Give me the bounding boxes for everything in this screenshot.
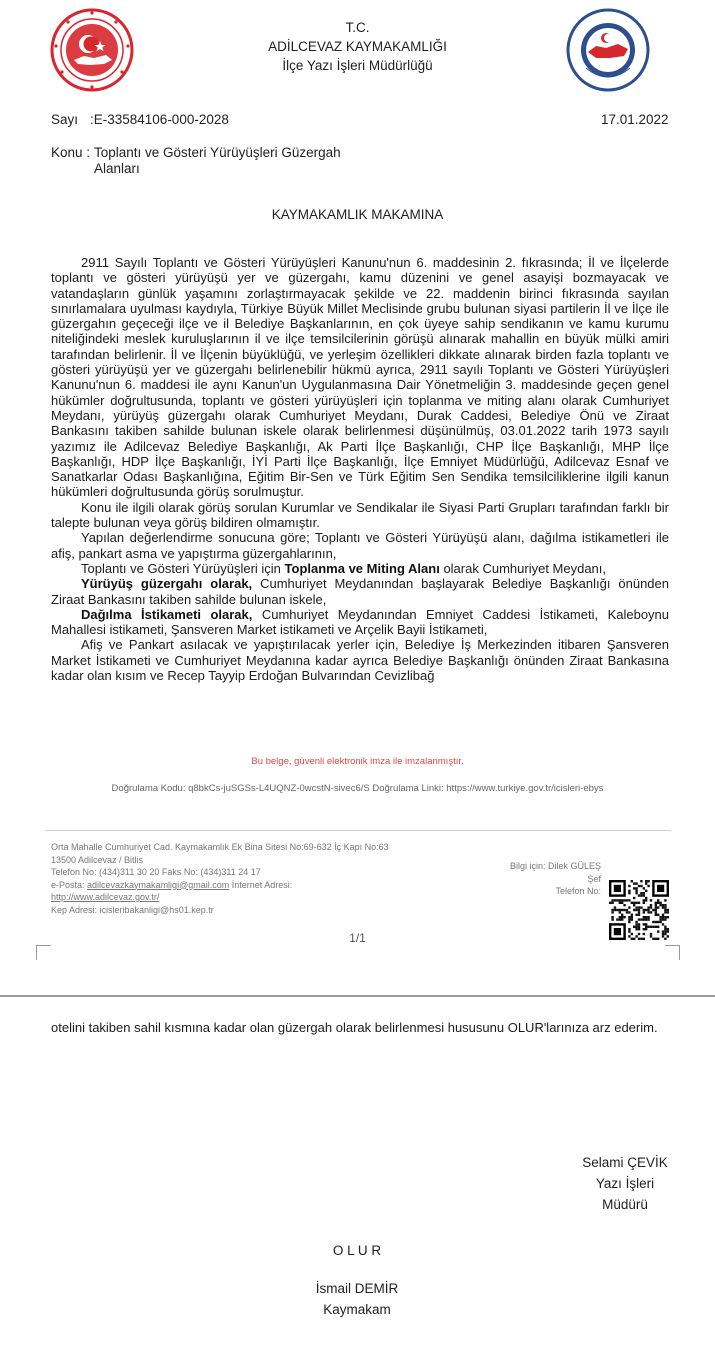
header-institution: ADİLCEVAZ KAYMAKAMLIĞI: [268, 39, 447, 54]
signer-title-2: Müdürü: [602, 1197, 648, 1212]
p4-pre: Toplantı ve Gösteri Yürüyüşleri için: [81, 560, 285, 576]
footer-email-link[interactable]: adilcevazkaymakamligi@gmail.com: [87, 879, 230, 890]
paragraph-6: [51, 607, 669, 638]
signer-title-1: Yazı İşleri: [595, 1176, 655, 1191]
paragraph-7: Afiş ve Pankart asılacak ve yapıştırılacak yerler için, Belediye İş Merkezinden itibaren Şansveren Market İstikameti ve Cumhuriyet Meydanına kadar ayrıca Belediye Başkanlığı önünden Ziraat Bankasına kadar olan kısım ve Recep Tayyip Erdoğan Bulvarından Cevizlibağ: [51, 637, 669, 684]
konu-line-1: Toplantı ve Gösteri Yürüyüşleri Güzergah: [94, 145, 341, 160]
p5-post: Cumhuriyet Meydanından başlayarak Belediye Başkanlığı önünden Ziraat Bankasını takiben sahilde bulunan iskele,: [51, 576, 669, 607]
letter-body-continued: [51, 1019, 669, 1036]
p5-bold: Yürüyüş güzergahı olarak,: [81, 576, 253, 592]
p6-post: Cumhuriyet Meydanından Emniyet Caddesi İstikameti, Kaleboynu Mahallesi istikameti, Şansveren Market istikameti ve Arçelik Bayii İstikameti,: [51, 606, 670, 638]
footer-separator: [45, 830, 671, 831]
footer-address-2: 13500 Adilcevaz / Bitlis: [51, 854, 144, 865]
konu-line-2: Alanları: [94, 161, 140, 176]
paragraph-1: 2911 Sayılı Toplantı ve Gösteri Yürüyüşleri Kanunu'nun 6. maddesinin 2. fıkrasında; İl ve İlçelerde toplantı ve gösteri yürüyüşü yer ve güzergahı, kamu düzenini ve genel asayişi bozmayacak ve vatandaşların günlük yaşamını zorlaştırmayacak şekilde ve 22. maddenin birinci fıkrasında sayılan sınırlamalara uyulması kaydıyla, Türkiye Büyük Millet Meclisinde grubu bulunan siyasi partilerin İl ve İlçe ile güzergahın geçeceği ilçe ve il Belediye Başkanlarının, en çok üyeye sahip sendikanın ve kamu kurumu niteliğindeki meslek kuruluşlarının il ve ilçe temsilcilerinin görüşü alınarak mahallin en büyük mülki amiri tarafından belirlenir. İl ve İlçenin büyüklüğü, ve yerleşim özellikleri dikkate alınarak birden fazla toplantı ve gösteri yürüyüşü yer ve güzergahı belirlenebilir hükmü ayrıca, 2911 sayılı Toplantı ve Gösteri Yürüyüşleri Kanunu'nun 6. maddesi ile aynı Kanun'un Uygulanmasına Dair Yönetmeliğin 3. maddesinde geçen genel hükümler doğrultusunda, toplantı ve gösteri yürüyüşleri için toplanma ve miting alanı olarak Cumhuriyet Meydanı, yürüyüş güzergahı olarak Cumhuriyet Meydanı, Durak Caddesi, Belediye Önü ve Ziraat Bankasını takiben sahilde bulunan iskele olarak belirlenmesi düşünülmüş, 03.01.2022 tarih 1973 sayılı yazımız ile Adilcevaz Belediye Başkanlığı, Ak Parti İlçe Başkanlığı, CHP İlçe Başkanlığı, MHP İlçe Başkanlığı, HDP İlçe Başkanlığı, İYİ Parti İlçe Başkanlığı, İlçe Emniyet Müdürlüğü, Adilcevaz Esnaf ve Sanatkarlar Odası Başkanlığına, Eğitim Bir-Sen ve Türk Eğitim Sen Sendika temsilciliklerine ilgili kanun hükümleri doğrultusunda görüş sorulmuştur.: [51, 255, 669, 500]
footer-phone: Telefon No: (434)311 30 20 Faks No: (434)311 24 17: [51, 867, 261, 877]
footer-address-1: Orta Mahalle Cumhuriyet Cad. Kaymakamlık Ek Bina Sitesi No:69-632 İç Kapı No:63: [51, 842, 389, 852]
paragraph-2: Konu ile ilgili olarak görüş sorulan Kurumlar ve Sendikalar ile Siyasi Parti Grupları tarafından farklı bir talepte bulunan veya görüş bildiren olmamıştır.: [51, 499, 669, 531]
footer-web-line: [51, 891, 481, 904]
signer-block: [560, 1152, 690, 1215]
approval-olur: O L U R: [332, 1243, 382, 1258]
footer-kep: Kep Adresi: icisleribakanligi@hs01.kep.tr: [51, 904, 214, 915]
letter-body: [51, 255, 669, 683]
footer-email-line: [51, 879, 481, 892]
footer-info-block: [430, 860, 601, 898]
addressee: KAYMAKAMLIK MAKAMINA: [271, 207, 444, 222]
right-district-logo: [566, 8, 650, 92]
approval-name: İsmail DEMİR: [315, 1281, 399, 1296]
paragraph-8: otelini takiben sahil kısmına kadar olan güzergah olarak belirlenmesi hususunu OLUR'larınıza arz ederim.: [51, 1020, 658, 1035]
header-tc: T.C.: [345, 20, 370, 35]
p4-bold: Toplanma ve Miting Alanı: [284, 560, 440, 576]
footer-info-phone: Telefon No:: [555, 886, 601, 896]
page-corner-right: [665, 945, 680, 960]
page-corner-left: [36, 945, 51, 960]
paragraph-3: Yapılan değerlendirme sonucuna göre; Toplantı ve Gösteri Yürüyüşü alanı, dağılma istikametleri ile afiş, pankart asma ve yapıştırma güzergahlarının,: [51, 530, 669, 561]
signer-name: Selami ÇEVİK: [582, 1155, 668, 1170]
approval-title: Kaymakam: [323, 1302, 391, 1317]
page-number: 1/1: [349, 931, 366, 945]
footer-web-label: İnternet Adresi:: [229, 879, 293, 890]
verification-line: Doğrulama Kodu: q8bkCs-juSGSs-L4UQNZ-0wcstN-sivec6/S Doğrulama Linki: https://www.turkiye.gov.tr/icisleri-ebys: [111, 783, 604, 794]
sayi-label: Sayı: [51, 112, 79, 127]
document-date: 17.01.2022: [601, 112, 669, 127]
esign-note: Bu belge, güvenli elektronik imza ile imzalanmıştır.: [251, 756, 464, 767]
footer-address-block: [51, 841, 481, 916]
konu-label: Konu :: [51, 145, 91, 160]
footer-email-label: e-Posta:: [51, 879, 88, 890]
header-department: İlçe Yazı İşleri Müdürlüğü: [282, 58, 433, 73]
footer-info-label: Bilgi için: Dilek GÜLEŞ: [509, 861, 601, 871]
paragraph-4: [51, 561, 669, 576]
paragraph-5: [51, 576, 669, 607]
page-break-divider: [0, 995, 715, 997]
approval-block: [257, 1240, 457, 1320]
footer-info-title: Şef: [587, 873, 601, 884]
p4-post: olarak Cumhuriyet Meydanı,: [439, 560, 607, 576]
sayi-value: :E-33584106-000-2028: [90, 112, 229, 127]
footer-web-link[interactable]: http://www.adilcevaz.gov.tr/: [51, 892, 160, 902]
p6-bold: Dağılma İstikameti olarak,: [81, 606, 253, 622]
